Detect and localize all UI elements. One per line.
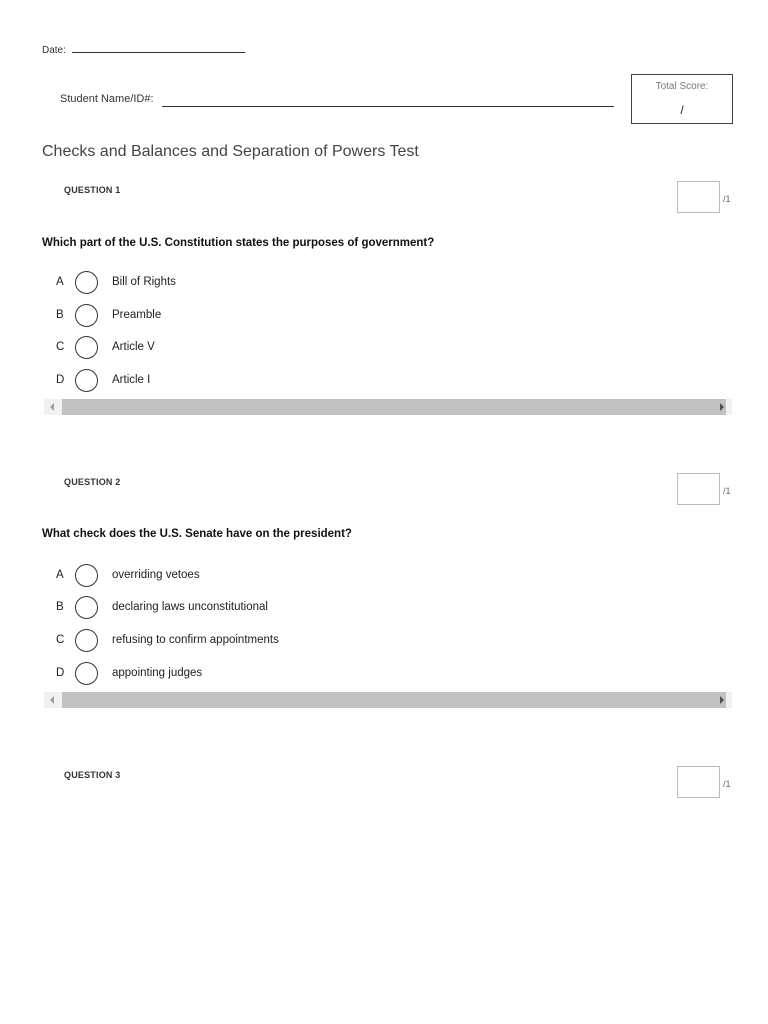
option-letter: A xyxy=(56,276,64,288)
question-number: QUESTION 3 xyxy=(64,770,121,780)
option-a[interactable] xyxy=(56,270,176,294)
horizontal-scrollbar[interactable] xyxy=(44,692,732,708)
option-d[interactable] xyxy=(56,661,202,685)
question-prompt: What check does the U.S. Senate have on the president? xyxy=(42,528,352,540)
option-text: appointing judges xyxy=(112,667,203,679)
option-c[interactable] xyxy=(56,335,155,359)
points-input[interactable] xyxy=(677,181,720,213)
option-text: Preamble xyxy=(112,309,162,321)
question-number: QUESTION 1 xyxy=(64,185,121,195)
points-max: /1 xyxy=(723,194,731,204)
points-input[interactable] xyxy=(677,473,720,505)
scroll-right-icon[interactable] xyxy=(720,403,724,411)
option-a[interactable] xyxy=(56,563,200,587)
option-letter: B xyxy=(56,601,64,613)
option-letter: A xyxy=(56,569,64,581)
option-text: refusing to confirm appointments xyxy=(112,634,279,646)
option-letter: B xyxy=(56,309,64,321)
option-c[interactable] xyxy=(56,628,279,652)
option-text: Article I xyxy=(112,374,151,386)
option-letter: C xyxy=(56,341,65,353)
scroll-left-icon[interactable] xyxy=(50,403,54,411)
total-score-value: / xyxy=(680,103,684,117)
horizontal-scrollbar[interactable] xyxy=(44,399,732,415)
option-d[interactable] xyxy=(56,368,150,392)
scroll-thumb[interactable] xyxy=(62,692,726,708)
option-text: declaring laws unconstitutional xyxy=(112,601,268,613)
radio-circle[interactable] xyxy=(75,564,98,587)
scroll-left-icon[interactable] xyxy=(50,696,54,704)
student-name-field[interactable] xyxy=(162,106,614,107)
option-b[interactable] xyxy=(56,595,268,619)
page-title: Checks and Balances and Separation of Powers Test xyxy=(42,143,419,160)
option-text: Bill of Rights xyxy=(112,276,176,288)
radio-circle[interactable] xyxy=(75,596,98,619)
date-field[interactable] xyxy=(72,52,245,53)
option-text: Article V xyxy=(112,341,155,353)
option-text: overriding vetoes xyxy=(112,569,200,581)
radio-circle[interactable] xyxy=(75,629,98,652)
points-max: /1 xyxy=(723,779,731,789)
question-prompt: Which part of the U.S. Constitution states the purposes of government? xyxy=(42,237,435,249)
option-letter: C xyxy=(56,634,65,646)
radio-circle[interactable] xyxy=(75,304,98,327)
option-letter: D xyxy=(56,667,65,679)
points-max: /1 xyxy=(723,486,731,496)
radio-circle[interactable] xyxy=(75,271,98,294)
question-number: QUESTION 2 xyxy=(64,477,121,487)
scroll-right-icon[interactable] xyxy=(720,696,724,704)
points-input[interactable] xyxy=(677,766,720,798)
radio-circle[interactable] xyxy=(75,662,98,685)
radio-circle[interactable] xyxy=(75,336,98,359)
option-b[interactable] xyxy=(56,303,161,327)
date-label: Date: xyxy=(42,45,66,56)
radio-circle[interactable] xyxy=(75,369,98,392)
student-name-label: Student Name/ID#: xyxy=(60,93,154,105)
scroll-thumb[interactable] xyxy=(62,399,726,415)
total-score-label: Total Score: xyxy=(655,81,709,92)
total-score-box xyxy=(631,74,733,124)
option-letter: D xyxy=(56,374,65,386)
